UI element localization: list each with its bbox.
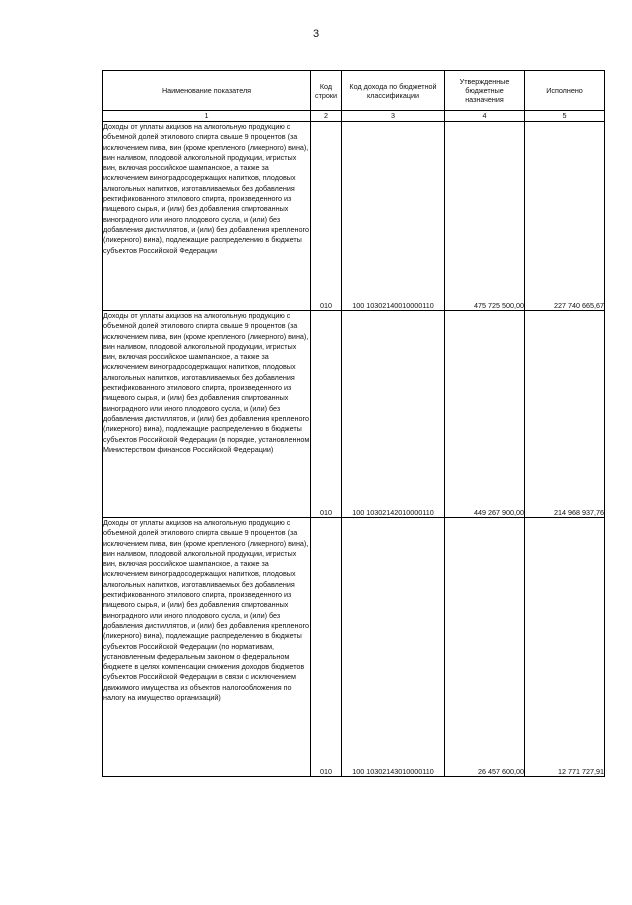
row-approved: 475 725 500,00 bbox=[445, 122, 525, 311]
column-number: 4 bbox=[445, 111, 525, 122]
row-executed: 214 968 937,76 bbox=[525, 311, 605, 518]
column-number: 2 bbox=[311, 111, 342, 122]
row-income-code: 100 10302142010000110 bbox=[342, 311, 445, 518]
budget-report-table bbox=[102, 70, 605, 777]
row-approved: 449 267 900,00 bbox=[445, 311, 525, 518]
row-line-code: 010 bbox=[311, 518, 342, 777]
row-name: Доходы от уплаты акцизов на алкогольную продукцию с объемной долей этилового спирта свыше 9 процентов (за исключением пива, вин (кроме крепленого (ликерного) вина), вин наливом, плодовой алкогольной продукции, игристых вин, включая российское шампанское, а также за исключением виноградосодержащих напитков, плодовых алкогольных напитков, изготавливаемых без добавления ректификованного этилового спирта, произведенного из пищевого сырья, и (или) без добавления спиртованных виноградного или иного плодового сусла, и (или) без добавления дистиллятов, и (или) без добавления крепленого (ликерного) вина), подлежащие распределению в бюджеты субъектов Российской Федерации (в порядке, установленном Министерством финансов Российской Федерации) bbox=[103, 311, 311, 518]
row-executed: 12 771 727,91 bbox=[525, 518, 605, 777]
column-number: 3 bbox=[342, 111, 445, 122]
header-line-code: Код строки bbox=[311, 71, 342, 111]
row-line-code: 010 bbox=[311, 122, 342, 311]
page-number: 3 bbox=[312, 28, 320, 40]
row-name: Доходы от уплаты акцизов на алкогольную продукцию с объемной долей этилового спирта свыше 9 процентов (за исключением пива, вин (кроме крепленого (ликерного) вина), вин наливом, плодовой алкогольной продукции, игристых вин, включая российское шампанское, а также за исключением виноградосодержащих напитков, плодовых алкогольных напитков, изготавливаемых без добавления ректификованного этилового спирта, произведенного из пищевого сырья, и (или) без добавления спиртованных виноградного или иного плодового сусла, и (или) без добавления дистиллятов, и (или) без добавления крепленого (ликерного) вина), подлежащие распределению в бюджеты субъектов Российской Федерации (по нормативам, установленным федеральным законом о федеральном бюджете в целях компенсации снижения доходов бюджетов субъектов Российской Федерации в связи с исключением движимого имущества из объектов налогообложения по налогу на имущество организаций) bbox=[103, 518, 311, 777]
header-executed: Исполнено bbox=[525, 71, 605, 111]
table-row bbox=[103, 518, 605, 777]
row-income-code: 100 10302140010000110 bbox=[342, 122, 445, 311]
row-name: Доходы от уплаты акцизов на алкогольную продукцию с объемной долей этилового спирта свыше 9 процентов (за исключением пива, вин (кроме крепленого (ликерного) вина), вин наливом, плодовой алкогольной продукции, игристых вин, включая российское шампанское, а также за исключением виноградосодержащих напитков, плодовых алкогольных напитков, изготавливаемых без добавления ректификованного этилового спирта, произведенного из пищевого сырья, и (или) без добавления спиртованных виноградного или иного плодового сусла, и (или) без добавления дистиллятов, и (или) без добавления крепленого (ликерного) вина), подлежащие распределению в бюджеты субъектов Российской Федерации bbox=[103, 122, 311, 311]
row-line-code: 010 bbox=[311, 311, 342, 518]
column-number-row bbox=[103, 111, 605, 122]
table-row bbox=[103, 122, 605, 311]
column-number: 5 bbox=[525, 111, 605, 122]
table-header-row bbox=[103, 71, 605, 111]
row-executed: 227 740 665,67 bbox=[525, 122, 605, 311]
column-number: 1 bbox=[103, 111, 311, 122]
header-name: Наименование показателя bbox=[103, 71, 311, 111]
row-income-code: 100 10302143010000110 bbox=[342, 518, 445, 777]
row-approved: 26 457 600,00 bbox=[445, 518, 525, 777]
header-income-code: Код дохода по бюджетной классификации bbox=[342, 71, 445, 111]
header-approved: Утвержденные бюджетные назначения bbox=[445, 71, 525, 111]
table-row bbox=[103, 311, 605, 518]
